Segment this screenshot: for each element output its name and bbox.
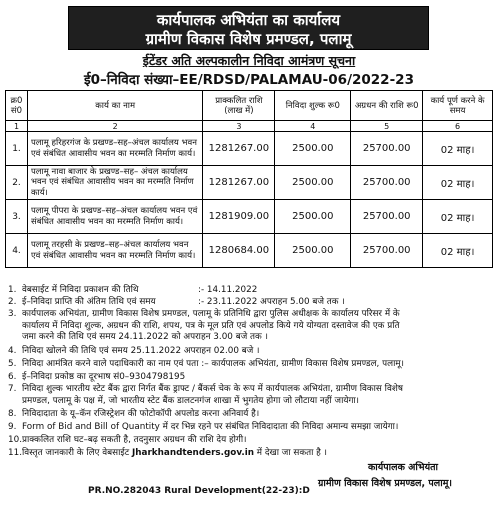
office-header-box <box>68 6 429 50</box>
column-number: 5 <box>351 121 423 132</box>
row-emd: 25700.00 <box>351 132 423 166</box>
row-emd: 25700.00 <box>351 234 423 268</box>
note-number: 1. <box>8 285 17 295</box>
table-row <box>6 166 493 200</box>
note-text: निविदा खोलने की तिथि एवं समय 25.11.2022 अपराहन 02.00 बजे । <box>22 346 260 356</box>
note-9 <box>8 422 496 434</box>
note-text: जमा करने की तिथि एवं समय 24.11.2022 को अपराहन 3.00 बजे तक । <box>22 332 268 342</box>
signature-office: ग्रामीण विकास विशेष प्रमण्डल, पलामू। <box>318 478 452 489</box>
note-number: 6. <box>8 372 17 382</box>
pr-number: PR.NO.282043 Rural Development(22-23):D <box>88 486 310 496</box>
note-3 <box>8 309 496 344</box>
note-number: 8. <box>8 409 17 419</box>
row-estimate: 1281267.00 <box>203 132 275 166</box>
note-10 <box>8 435 496 447</box>
note-2 <box>8 297 496 309</box>
column-number: 6 <box>423 121 493 132</box>
table-row <box>6 200 493 234</box>
row-estimate: 1281909.00 <box>203 200 275 234</box>
column-number: 2 <box>27 121 202 132</box>
row-sn: 2. <box>6 166 28 200</box>
note-value: :- 23.11.2022 अपराहन 5.00 बजे तक । <box>198 297 345 307</box>
note-11 <box>8 448 496 460</box>
note-number: 4. <box>8 346 17 356</box>
tender-number-line <box>0 70 498 88</box>
note-number: 5. <box>8 359 17 369</box>
row-emd: 25700.00 <box>351 200 423 234</box>
row-work-name: पलामू हरिहरगंज के प्रखण्ड–सह–अंचल कार्यालय भवन एवं संबंधित आवासीय भवन का मरम्मति निर्माण कार्य। <box>27 132 202 166</box>
signature-designation: कार्यपालक अभियंता <box>368 462 438 473</box>
notice-title: ईटेंडर अति अल्पकालीन निविदा आमंत्रण सूचना <box>142 53 356 68</box>
note-number: 11. <box>8 448 22 458</box>
note-5 <box>8 359 496 371</box>
row-work-name: पलामू पीपरा के प्रखण्ड–सह–अंचल कार्यालय भवन एवं संबंधित आवासीय भवन का मरम्मति निर्माण कार्य। <box>27 200 202 234</box>
table-header-row <box>6 91 493 121</box>
note-1 <box>8 285 496 297</box>
row-sn: 3. <box>6 200 28 234</box>
row-time: 02 माह। <box>423 166 493 200</box>
note-number: 10. <box>8 435 22 445</box>
note-number: 2. <box>8 297 17 307</box>
row-fee: 2500.00 <box>275 166 351 200</box>
row-fee: 2500.00 <box>275 132 351 166</box>
column-number: 1 <box>6 121 28 132</box>
note-text: प्राक्कलित राशि घट–बढ़ सकती है, तदनुसार अग्रधन की राशि देय होगी। <box>22 435 247 445</box>
note-text: Form of Bid and Bill of Quantity में दर भिन्न रहने पर संबंधित निविदादाता की निविदा अमान्य समझा जायेगा। <box>22 422 399 432</box>
header-completion-time: कार्य पूर्ण करने के समय <box>423 91 493 121</box>
note-text: वेबसाईट में निविदा प्रकाशन की तिथि <box>22 285 139 295</box>
division-title: ग्रामीण विकास विशेष प्रमण्डल, पलामू <box>145 30 352 48</box>
column-number: 4 <box>275 121 351 132</box>
row-time: 02 माह। <box>423 200 493 234</box>
note-6 <box>8 372 496 384</box>
office-title: कार्यपालक अभियंता का कार्यालय <box>156 11 341 29</box>
note-text: निविदा शुल्क भारतीय स्टेट बैंक द्वारा निर्गत बैंक ड्राफ्ट / बैंकर्स चेक के रूप में कार्यपालक अभियंता, ग्रामीण विकास विशेष <box>22 384 403 394</box>
row-time: 02 माह। <box>423 234 493 268</box>
note-text: निविदादाता के यू–कॅन रजिस्ट्रेशन की फोटोकॉपी अपलोड करना अनिवार्य है। <box>22 409 260 419</box>
note-text: विस्तृत जानकारी के लिए वेबसाईट <box>22 448 132 458</box>
row-work-name: पलामू नावा बाजार के प्रखण्ड–सह– अंचल कार्यालय भवन एवं संबंधित आवासीय भवन का मरम्मति निर्माण कार्य। <box>27 166 202 200</box>
website-link[interactable]: Jharkhandtenders.gov.in <box>131 448 254 458</box>
column-number: 3 <box>203 121 275 132</box>
row-sn: 1. <box>6 132 28 166</box>
note-text: प्रमण्डल, पलामू के पक्ष में, जो भारतीय स्टेट बैंक डालटनगंज शाखा में भुगतेय होगा जो लौटाया नहीं जायेगा। <box>22 395 360 406</box>
header-emd: अग्रधन की राशि रू0 <box>351 91 423 121</box>
note-7 <box>8 384 496 407</box>
row-emd: 25700.00 <box>351 166 423 200</box>
note-text: ई–निविदा प्राप्ति की अंतिम तिथि एवं समय <box>22 297 156 307</box>
tender-number: EE/RDSD/PALAMAU-06/2022-23 <box>179 72 414 88</box>
header-fee: निविदा शुल्क रू0 <box>275 91 351 121</box>
note-text: निविदा आमंत्रित करने वाले पदाधिकारी का नाम एवं पता :– कार्यपालक अभियंता, ग्रामीण विकास विशेष प्रमण्डल, पलामू। <box>22 359 404 369</box>
note-text: ई–निविदा प्रकोष्ठ का दूरभाष सं0–9304798195 <box>22 372 186 382</box>
note-number: 3. <box>8 309 17 319</box>
table-row <box>6 234 493 268</box>
row-fee: 2500.00 <box>275 200 351 234</box>
row-work-name: पलामू तरहसी के प्रखण्ड–सह–अंचल कार्यालय भवन एवं संबंधित आवासीय भवन का मरम्मति निर्माण कार्य। <box>27 234 202 268</box>
note-text: कार्यालय में निविदा शुल्क, अग्रधन की राशि, शपथ, पत्र के मूल प्रति एवं अपलोड किये गये योग्यता दस्तावेज की एक प्रति <box>22 320 400 331</box>
note-value: :- 14.11.2022 <box>198 285 258 295</box>
note-number: 9. <box>8 422 17 432</box>
header-sn: क्र0 सं0 <box>6 91 28 121</box>
row-estimate: 1281267.00 <box>203 166 275 200</box>
note-number: 7. <box>8 384 17 394</box>
table-row <box>6 132 493 166</box>
note-text: कार्यपालक अभियंता, ग्रामीण विकास विशेष प्रमण्डल, पलामू के प्रतिनिधि द्वारा पुलिस अधीक्षक के कार्यालय परिसर में के <box>22 309 400 319</box>
tender-table <box>5 90 493 268</box>
row-sn: 4. <box>6 234 28 268</box>
row-fee: 2500.00 <box>275 234 351 268</box>
note-text: में देखा जा सकता है । <box>253 448 327 458</box>
column-number-row <box>6 121 493 132</box>
row-time: 02 माह। <box>423 132 493 166</box>
row-estimate: 1280684.00 <box>203 234 275 268</box>
header-estimate: प्राक्कलित राशि (लाख में) <box>203 91 275 121</box>
note-4 <box>8 346 496 358</box>
note-8 <box>8 409 496 421</box>
tender-number-prefix: ई0–निविदा संख्या– <box>84 72 180 88</box>
header-work-name: कार्य का नाम <box>27 91 202 121</box>
